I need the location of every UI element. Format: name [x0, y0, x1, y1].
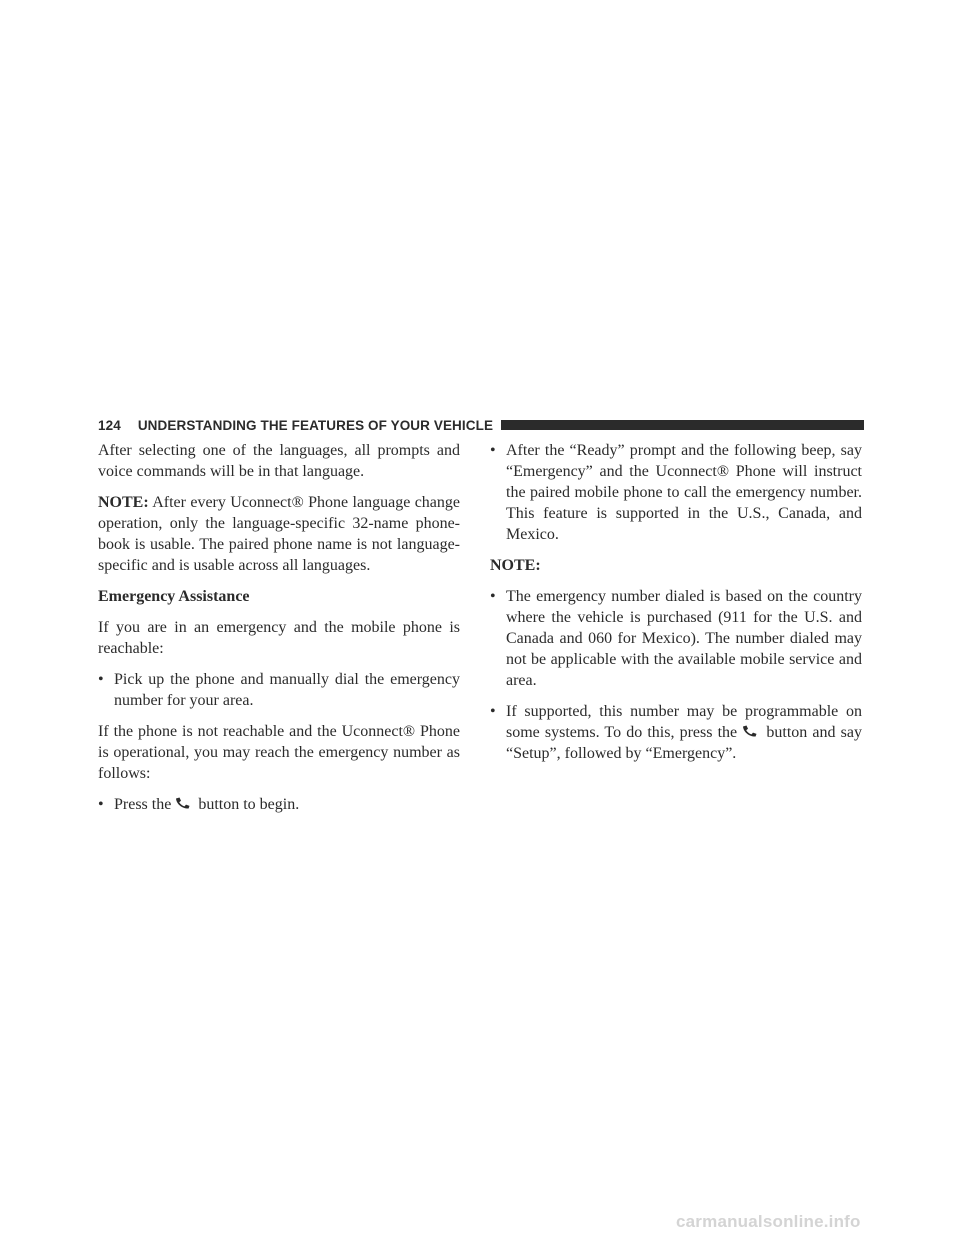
bullet-dot: • [490, 703, 496, 720]
list-item [490, 701, 862, 764]
note-text: After every Uconnect® Phone language change operation, only the language-specific 32-name phone-book is usable. The paired phone name is not language-specific and is usable across all languages. [98, 494, 460, 574]
bullet-text-before: Press the [114, 796, 176, 813]
not-reachable-paragraph: If the phone is not reachable and the Uconnect® Phone is operational, you may reach the emergency number as follows: [98, 723, 460, 782]
bullet-dot: • [98, 671, 104, 688]
phone-icon [742, 725, 760, 737]
list-item [98, 794, 460, 815]
header-rule [501, 420, 864, 430]
language-paragraph: After selecting one of the languages, all prompts and voice commands will be in that language. [98, 442, 460, 480]
right-column [490, 440, 862, 774]
bullet-text-after: button and say “Setup”, followed by “Emergency”. [506, 724, 862, 762]
note-label: NOTE: [490, 557, 541, 574]
page-number: 124 [98, 417, 121, 433]
emergency-assistance-heading: Emergency Assistance [98, 588, 250, 605]
bullet-text-before: If supported, this number may be programmable on some systems. To do this, press the [506, 703, 862, 741]
note-label: NOTE: [98, 494, 149, 511]
bullet-text: The emergency number dialed is based on the country where the vehicle is purchased (911 for the U.S. and Canada and 060 for Mexico). The number dialed may not be applicable with the available mobile service and area. [506, 588, 862, 689]
phone-icon [175, 797, 193, 809]
bullet-text: After the “Ready” prompt and the following beep, say “Emergency” and the Uconnect® Phone will instruct the paired mobile phone to call the emergency number. This feature is supported in the U.S., Canada, and Mexico. [506, 442, 862, 543]
bullet-dot: • [490, 442, 496, 459]
section-title: UNDERSTANDING THE FEATURES OF YOUR VEHICLE [137, 417, 494, 433]
list-item [490, 586, 862, 691]
list-item [490, 440, 862, 545]
reachable-paragraph: If you are in an emergency and the mobile phone is reachable: [98, 619, 460, 657]
page-header [98, 417, 864, 433]
left-column [98, 440, 460, 825]
bullet-dot: • [490, 588, 496, 605]
note-paragraph [98, 492, 460, 576]
bullet-text: Pick up the phone and manually dial the emergency number for your area. [114, 671, 460, 709]
bullet-dot: • [98, 796, 104, 813]
list-item [98, 669, 460, 711]
bullet-text-after: button to begin. [194, 796, 300, 813]
watermark: carmanualsonline.info [676, 1212, 861, 1231]
